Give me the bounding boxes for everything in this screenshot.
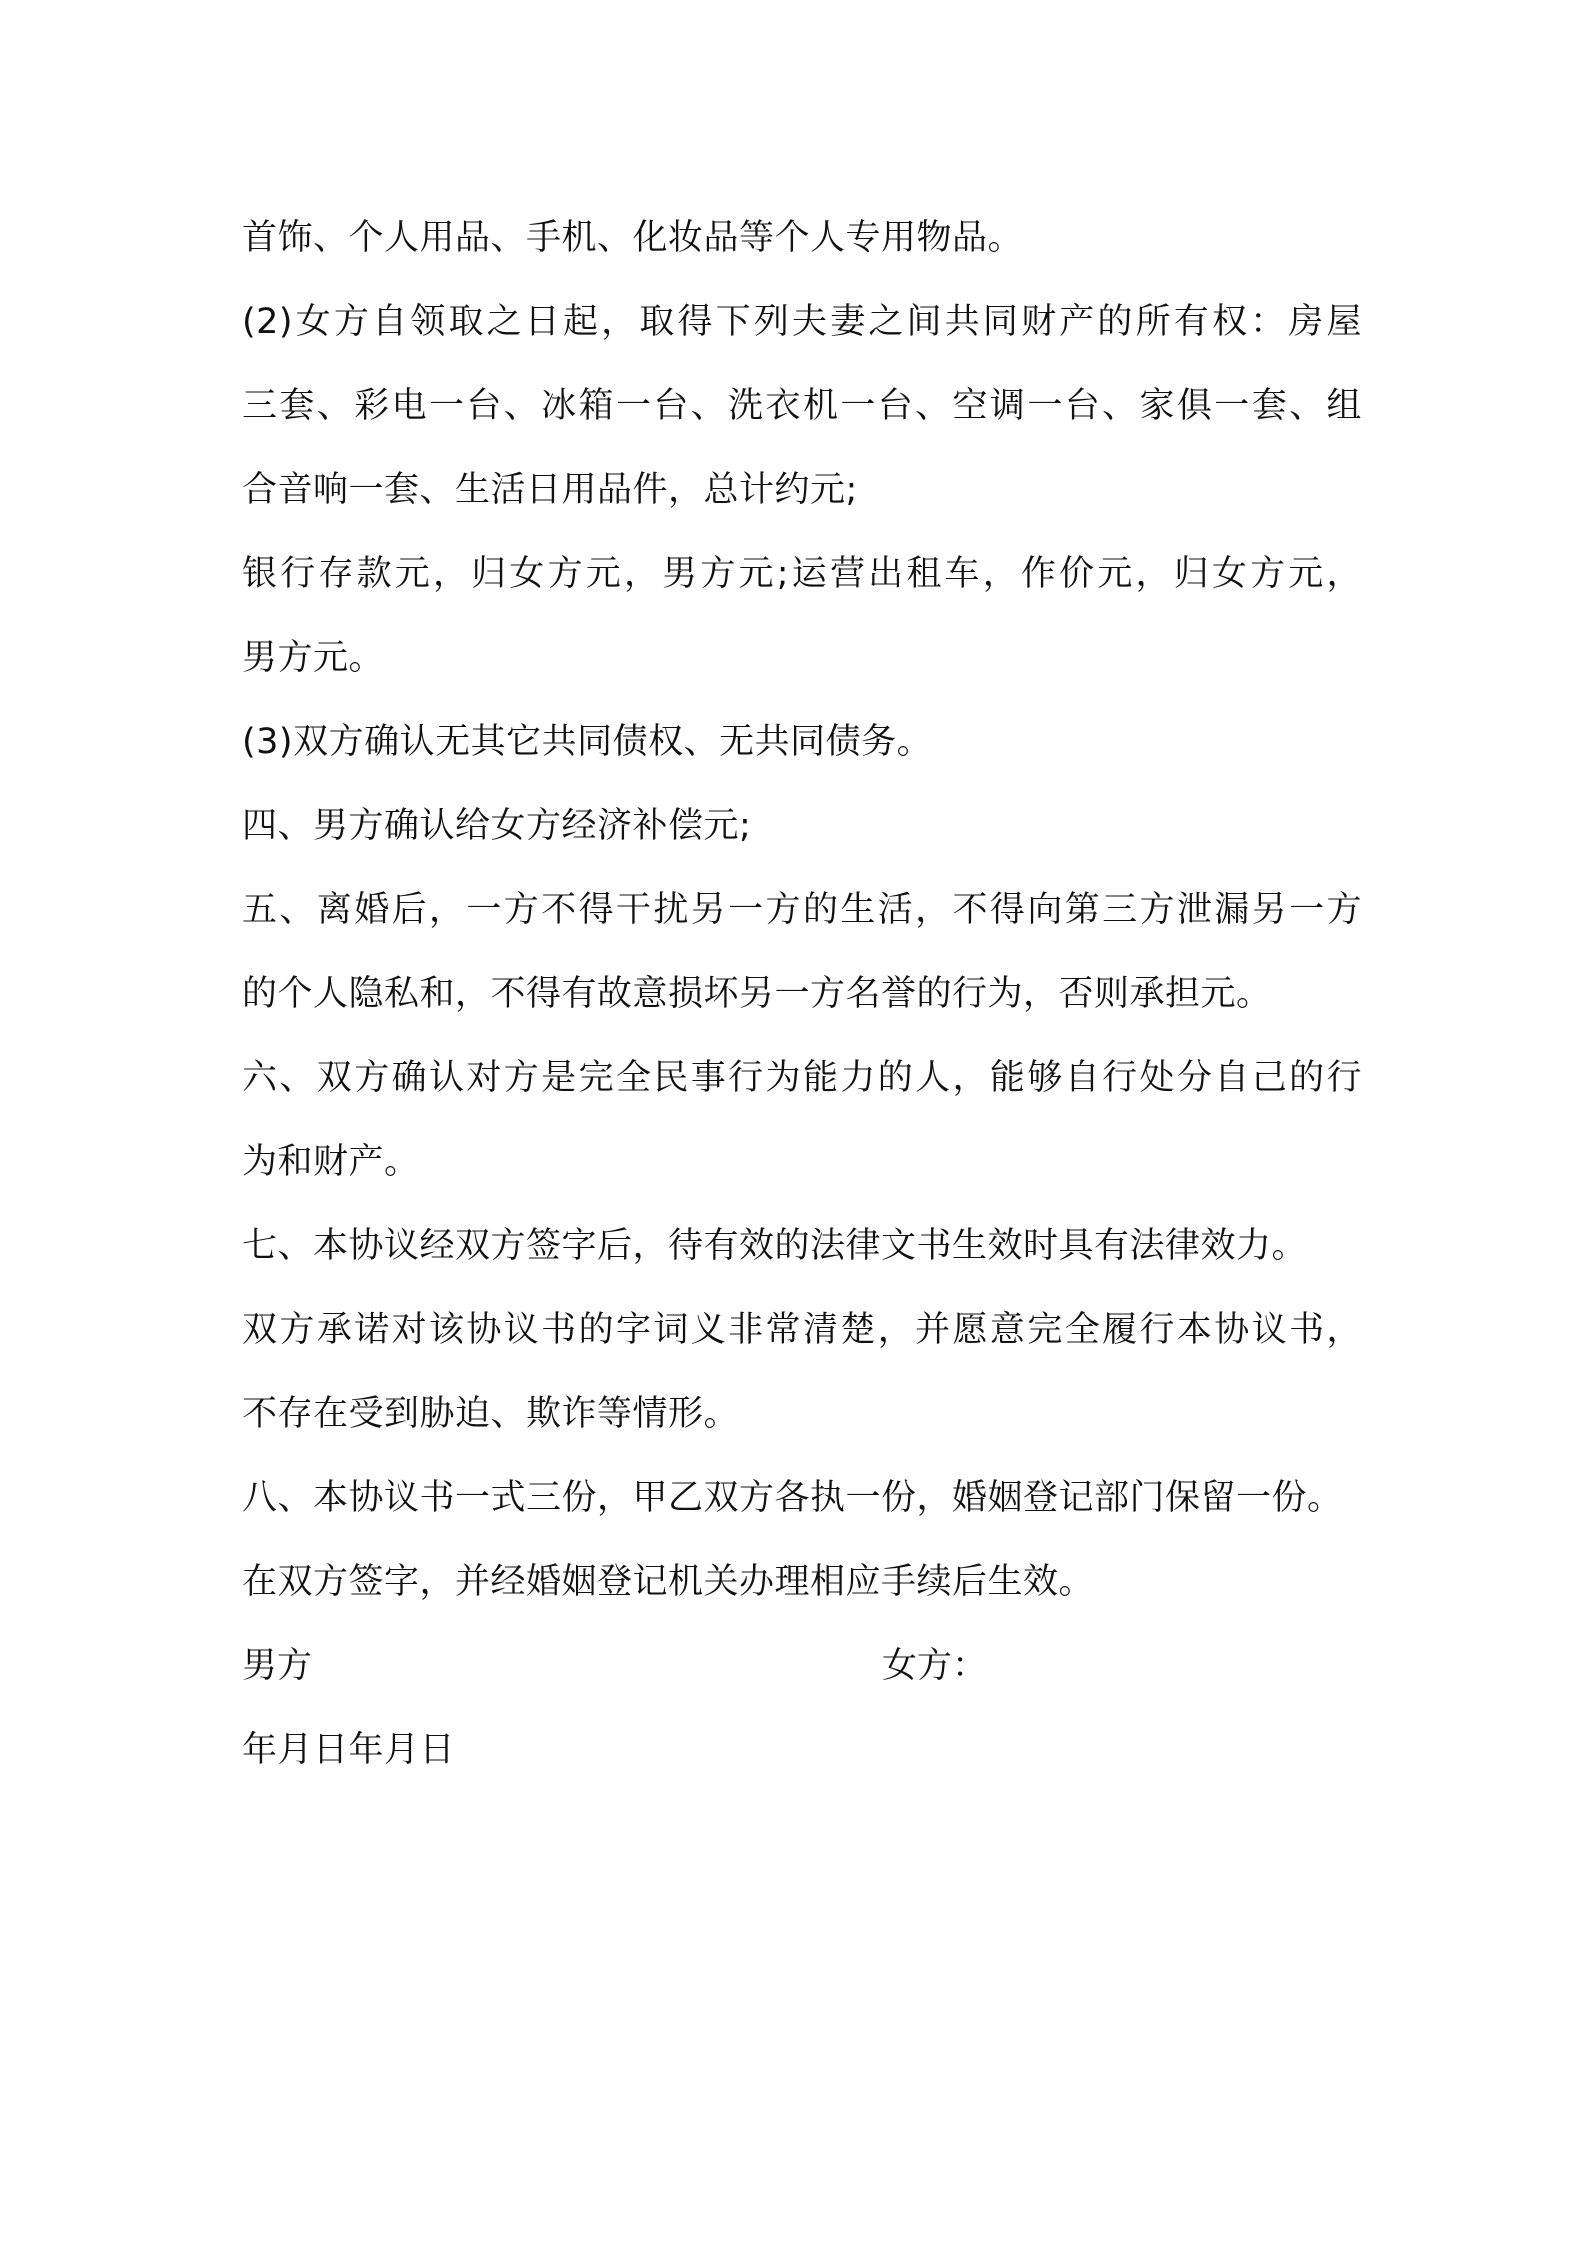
female-signature-label: 女方：: [882, 1646, 988, 1686]
text-line: 合音响一套、生活日用品件，总计约元;: [242, 470, 858, 510]
text-line: 男方元。: [242, 638, 385, 678]
text-line: 五、离婚后，一方不得干扰另一方的生活，不得向第三方泄漏另一方: [242, 890, 1362, 930]
male-signature-label: 男方: [242, 1646, 313, 1686]
document-body: [242, 196, 1362, 1792]
text-line: 的个人隐私和，不得有故意损坏另一方名誉的行为，否则承担元。: [242, 974, 1272, 1014]
text-line: 三套、彩电一台、冰箱一台、洗衣机一台、空调一台、家俱一套、组: [242, 386, 1362, 426]
text-line: 六、双方确认对方是完全民事行为能力的人，能够自行处分自己的行: [242, 1058, 1362, 1098]
text-line: 四、男方确认给女方经济补偿元;: [242, 806, 752, 846]
text-line: 双方承诺对该协议书的字词义非常清楚，并愿意完全履行本协议书，: [242, 1310, 1362, 1350]
text-line: 八、本协议书一式三份，甲乙双方各执一份，婚姻登记部门保留一份。: [242, 1478, 1343, 1518]
date-line: 年月日年月日: [242, 1730, 456, 1770]
text-line: 七、本协议经双方签字后，待有效的法律文书生效时具有法律效力。: [242, 1226, 1308, 1266]
text-line: 银行存款元，归女方元，男方元;运营出租车，作价元，归女方元，: [242, 554, 1362, 594]
text-line: (3)双方确认无其它共同债权、无共同债务。: [242, 722, 933, 762]
text-line: (2)女方自领取之日起，取得下列夫妻之间共同财产的所有权：房屋: [242, 302, 1362, 342]
text-line: 为和财产。: [242, 1142, 420, 1182]
signature-row: [242, 1624, 1362, 1708]
text-line: 首饰、个人用品、手机、化妆品等个人专用物品。: [242, 218, 1024, 258]
text-line: 不存在受到胁迫、欺诈等情形。: [242, 1394, 740, 1434]
text-line: 在双方签字，并经婚姻登记机关办理相应手续后生效。: [242, 1562, 1095, 1602]
